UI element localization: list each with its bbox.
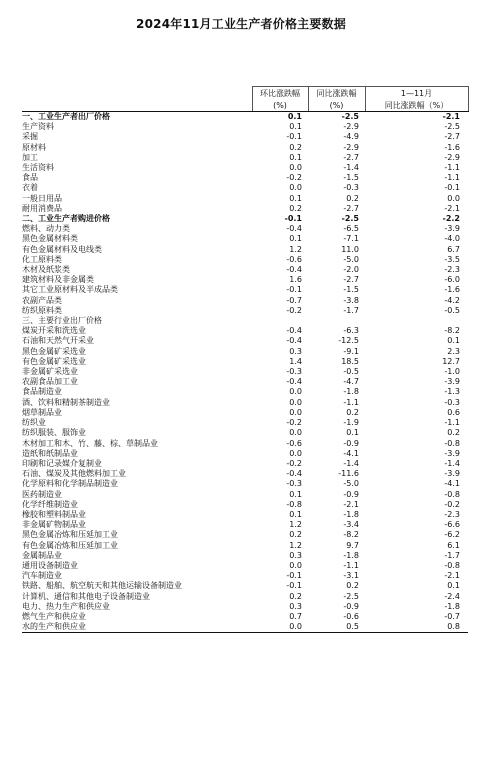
row-name: 耐用消费品: [22, 203, 62, 213]
row-ytd-value: -0.1: [444, 183, 460, 193]
row-name: 食品: [22, 173, 38, 183]
row-yoy-value: -2.7: [343, 152, 359, 162]
row-yoy-value: -2.9: [343, 142, 359, 152]
row-name: 生活资料: [22, 163, 54, 173]
row-mom-value: 0.0: [289, 428, 302, 438]
row-ytd-value: -2.1: [442, 112, 460, 121]
row-yoy-value: 0.1: [346, 428, 359, 438]
row-yoy-value: -1.8: [343, 550, 359, 560]
header-ytd: 1—11月: [365, 87, 468, 101]
table-row: [22, 224, 468, 234]
row-mom-value: 0.3: [289, 550, 302, 560]
row-yoy-value: -1.5: [343, 285, 359, 295]
row-ytd-value: -1.7: [444, 550, 460, 560]
row-name: 医药制造业: [22, 489, 62, 499]
table-row: [22, 357, 468, 367]
row-ytd-value: -0.8: [444, 438, 460, 448]
row-ytd-value: -1.3: [444, 387, 460, 397]
row-name: 金属制品业: [22, 550, 62, 560]
row-name: 电力、热力生产和供应业: [22, 601, 110, 611]
row-name: 石油和天然气开采业: [22, 336, 94, 346]
row-name: 采掘: [22, 132, 38, 142]
row-name: 烟草制品业: [22, 407, 62, 417]
row-yoy-value: -1.5: [343, 173, 359, 183]
row-name: 酒、饮料和精制茶制造业: [22, 397, 110, 407]
row-mom-value: -0.2: [286, 458, 302, 468]
row-name: 水的生产和供应业: [22, 622, 252, 633]
table-row: [22, 285, 468, 295]
row-name: 有色金属材料及电线类: [22, 244, 102, 254]
page-title: 2024年11月工业生产者价格主要数据: [136, 17, 346, 31]
row-ytd-value: -0.5: [444, 305, 460, 315]
row-mom-value: 0.1: [289, 234, 302, 244]
row-mom-value: 1.4: [289, 356, 302, 366]
row-yoy-value: 18.5: [341, 356, 359, 366]
row-yoy-value: -0.9: [343, 438, 359, 448]
row-name: 二、工业生产者购进价格: [22, 214, 110, 224]
row-name: 有色金属矿采选业: [22, 356, 86, 366]
row-yoy-value: -8.2: [343, 530, 359, 540]
row-yoy-value: -3.8: [343, 295, 359, 305]
row-yoy-value: -1.1: [343, 560, 359, 570]
row-yoy-value: -4.1: [343, 448, 359, 458]
table-row: [22, 612, 468, 622]
row-yoy-value: 0.2: [346, 581, 359, 591]
table-row: [22, 490, 468, 500]
header-blank-cell: [22, 87, 252, 101]
table-row: [22, 439, 468, 449]
row-yoy-value: -0.5: [343, 367, 359, 377]
row-yoy-value: -2.7: [343, 203, 359, 213]
row-yoy-value: -1.7: [343, 305, 359, 315]
table-row: [22, 234, 468, 244]
row-mom-value: 1.2: [289, 520, 302, 530]
row-ytd-value: 0.1: [447, 581, 460, 591]
row-name: 化工原料类: [22, 254, 62, 264]
row-ytd-value: -6.6: [444, 520, 460, 530]
table-row: [22, 316, 468, 326]
row-name: 印刷和记录媒介复制业: [22, 458, 102, 468]
row-name: 造纸和纸制品业: [22, 448, 78, 458]
row-yoy-value: -1.1: [343, 397, 359, 407]
row-mom-value: -0.2: [286, 173, 302, 183]
row-mom-value: 0.1: [289, 122, 302, 132]
table-row: [22, 204, 468, 214]
row-ytd-value: 0.8: [365, 622, 468, 633]
table-row: [22, 214, 468, 224]
row-yoy-value: 0.5: [308, 622, 365, 633]
row-yoy-value: -0.3: [343, 183, 359, 193]
row-yoy-value: -5.0: [343, 479, 359, 489]
row-ytd-value: -2.4: [444, 591, 460, 601]
row-yoy-value: -2.5: [341, 214, 359, 224]
table-row: [22, 296, 468, 306]
row-ytd-value: -2.3: [444, 509, 460, 519]
row-mom-value: -0.1: [286, 132, 302, 142]
row-mom-value: 0.3: [289, 346, 302, 356]
row-mom-value: -0.4: [286, 326, 302, 336]
row-ytd-value: 12.7: [442, 356, 460, 366]
header-mom: 环比涨跌幅: [252, 87, 308, 101]
row-mom-value: -0.2: [286, 418, 302, 428]
row-ytd-value: -3.9: [444, 377, 460, 387]
row-mom-value: 0.0: [289, 407, 302, 417]
row-name: 农副产品类: [22, 295, 62, 305]
row-mom-value: -0.4: [286, 336, 302, 346]
row-ytd-value: 0.0: [447, 193, 460, 203]
row-name: 燃料、动力类: [22, 224, 70, 234]
row-mom-value: 0.0: [289, 163, 302, 173]
table-row: [22, 347, 468, 357]
row-name: 燃气生产和供应业: [22, 611, 86, 621]
row-ytd-value: -0.3: [444, 397, 460, 407]
table-row: [22, 387, 468, 397]
table-row: [22, 143, 468, 153]
row-mom-value: 0.1: [289, 509, 302, 519]
row-yoy-value: [308, 316, 365, 326]
row-yoy-value: -5.0: [343, 254, 359, 264]
row-name: 纺织服装、服饰业: [22, 428, 86, 438]
table-row: [22, 336, 468, 346]
row-name: 石油、煤炭及其他燃料加工业: [22, 469, 126, 479]
row-ytd-value: -1.1: [444, 418, 460, 428]
table-row: [22, 255, 468, 265]
table-row: [22, 265, 468, 275]
table-row: [22, 428, 468, 438]
table-row: [22, 449, 468, 459]
row-yoy-value: -2.9: [343, 122, 359, 132]
row-name: 黑色金属矿采选业: [22, 346, 86, 356]
row-name: 汽车制造业: [22, 571, 62, 581]
row-mom-value: 0.0: [289, 448, 302, 458]
row-mom-value: -0.8: [286, 499, 302, 509]
header-ytd-sub: 同比涨跌幅（%）: [365, 100, 468, 112]
row-name: 农副食品加工业: [22, 377, 78, 387]
table-row: [22, 459, 468, 469]
row-mom-value: 0.0: [289, 387, 302, 397]
row-yoy-value: -1.9: [343, 418, 359, 428]
row-ytd-value: -2.5: [444, 122, 460, 132]
row-yoy-value: -2.5: [341, 112, 359, 121]
row-mom-value: 0.0: [289, 183, 302, 193]
table-row: [22, 622, 468, 633]
row-mom-value: -0.4: [286, 377, 302, 387]
row-mom-value: 1.2: [289, 244, 302, 254]
row-ytd-value: 6.7: [447, 244, 460, 254]
row-mom-value: 0.1: [287, 112, 302, 121]
row-mom-value: 0.3: [289, 601, 302, 611]
row-name: 化学纤维制造业: [22, 499, 78, 509]
table-row: [22, 306, 468, 316]
header-yoy-unit: (%): [308, 100, 365, 112]
row-mom-value: -0.4: [286, 265, 302, 275]
row-ytd-value: -2.2: [442, 214, 460, 224]
table-row: [22, 602, 468, 612]
row-name: 化学原料和化学制品制造业: [22, 479, 118, 489]
row-mom-value: 0.0: [289, 397, 302, 407]
table-row: [22, 163, 468, 173]
row-mom-value: -0.1: [286, 285, 302, 295]
row-yoy-value: -6.5: [343, 224, 359, 234]
row-name: 非金属矿物制品业: [22, 520, 86, 530]
row-name: 通用设备制造业: [22, 560, 78, 570]
row-yoy-value: -11.6: [338, 469, 359, 479]
row-name: 黑色金属冶炼和压延加工业: [22, 530, 118, 540]
row-ytd-value: -1.8: [444, 601, 460, 611]
row-mom-value: -0.6: [286, 254, 302, 264]
row-mom-value: [252, 316, 308, 326]
row-yoy-value: -2.0: [343, 265, 359, 275]
row-mom-value: 0.1: [289, 152, 302, 162]
row-mom-value: 0.2: [289, 591, 302, 601]
table-row: [22, 551, 468, 561]
table-row: [22, 398, 468, 408]
row-ytd-value: -3.9: [444, 469, 460, 479]
row-name: 一般日用品: [22, 193, 62, 203]
row-ytd-value: -0.2: [444, 499, 460, 509]
price-data-table: [22, 86, 469, 633]
row-ytd-value: -8.2: [444, 326, 460, 336]
row-ytd-value: 0.6: [447, 407, 460, 417]
row-mom-value: -0.6: [286, 438, 302, 448]
row-yoy-value: 9.7: [346, 540, 359, 550]
row-name: 铁路、船舶、航空航天和其他运输设备制造业: [22, 581, 182, 591]
row-name: 煤炭开采和洗选业: [22, 326, 86, 336]
row-yoy-value: -0.6: [343, 611, 359, 621]
row-name: 非金属矿采选业: [22, 367, 78, 377]
row-ytd-value: -1.1: [444, 163, 460, 173]
row-name: 纺织业: [22, 418, 46, 428]
row-ytd-value: -0.7: [444, 611, 460, 621]
table-row: [22, 418, 468, 428]
row-yoy-value: 0.2: [346, 193, 359, 203]
row-name: 食品制造业: [22, 387, 62, 397]
row-yoy-value: -1.4: [343, 458, 359, 468]
row-ytd-value: -1.6: [444, 285, 460, 295]
row-ytd-value: -0.8: [444, 489, 460, 499]
row-name: 纺织原料类: [22, 305, 62, 315]
row-yoy-value: 0.2: [346, 407, 359, 417]
row-ytd-value: 0.1: [447, 336, 460, 346]
table-row: [22, 469, 468, 479]
row-yoy-value: -7.1: [343, 234, 359, 244]
row-name: 有色金属冶炼和压延加工业: [22, 540, 118, 550]
row-ytd-value: -1.6: [444, 142, 460, 152]
table-body: [22, 112, 468, 633]
row-ytd-value: -6.0: [444, 275, 460, 285]
row-ytd-value: -1.4: [444, 458, 460, 468]
table-row: [22, 520, 468, 530]
row-yoy-value: -4.7: [343, 377, 359, 387]
row-ytd-value: 2.3: [447, 346, 460, 356]
row-ytd-value: -1.0: [444, 367, 460, 377]
table-row: [22, 173, 468, 183]
row-ytd-value: -2.1: [444, 571, 460, 581]
table-row: [22, 326, 468, 336]
table-row: [22, 592, 468, 602]
table-row: [22, 245, 468, 255]
row-mom-value: 0.1: [289, 193, 302, 203]
row-yoy-value: -0.9: [343, 601, 359, 611]
table-row: [22, 408, 468, 418]
row-yoy-value: -12.5: [338, 336, 359, 346]
row-name: 三、主要行业出厂价格: [22, 316, 102, 326]
row-name: 其它工业原材料及半成品类: [22, 285, 118, 295]
row-mom-value: 0.2: [289, 530, 302, 540]
row-name: 加工: [22, 152, 38, 162]
row-name: 生产资料: [22, 122, 54, 132]
row-mom-value: -0.7: [286, 295, 302, 305]
row-mom-value: 1.6: [289, 275, 302, 285]
row-ytd-value: -0.8: [444, 560, 460, 570]
row-yoy-value: -1.8: [343, 387, 359, 397]
table-row: [22, 122, 468, 132]
header-blank-cell: [22, 100, 252, 112]
table-header: [22, 87, 468, 112]
table-row: [22, 153, 468, 163]
row-mom-value: -0.4: [286, 224, 302, 234]
table-row: [22, 112, 468, 123]
table-row: [22, 561, 468, 571]
row-ytd-value: -4.0: [444, 234, 460, 244]
table-row: [22, 367, 468, 377]
table-row: [22, 510, 468, 520]
row-ytd-value: [365, 316, 468, 326]
row-yoy-value: -3.1: [343, 571, 359, 581]
row-yoy-value: -2.5: [343, 591, 359, 601]
row-mom-value: -0.2: [286, 305, 302, 315]
row-yoy-value: -1.4: [343, 163, 359, 173]
row-ytd-value: -1.1: [444, 173, 460, 183]
table-row: [22, 132, 468, 142]
table-row: [22, 479, 468, 489]
row-yoy-value: -3.4: [343, 520, 359, 530]
row-yoy-value: -9.1: [343, 346, 359, 356]
row-mom-value: -0.1: [284, 214, 302, 224]
table-row: [22, 275, 468, 285]
table-row: [22, 581, 468, 591]
row-mom-value: 0.2: [289, 203, 302, 213]
row-name: 木材加工和木、竹、藤、棕、草制品业: [22, 438, 158, 448]
row-mom-value: -0.3: [286, 367, 302, 377]
header-mom-unit: (%): [252, 100, 308, 112]
row-name: 计算机、通信和其他电子设备制造业: [22, 591, 150, 601]
row-mom-value: 0.0: [289, 560, 302, 570]
row-yoy-value: -4.9: [343, 132, 359, 142]
row-yoy-value: -6.3: [343, 326, 359, 336]
table-row: [22, 571, 468, 581]
row-mom-value: 0.7: [289, 611, 302, 621]
row-ytd-value: -4.2: [444, 295, 460, 305]
row-ytd-value: -2.1: [444, 203, 460, 213]
row-name: 黑色金属材料类: [22, 234, 78, 244]
row-yoy-value: -0.9: [343, 489, 359, 499]
row-name: 原材料: [22, 142, 46, 152]
row-yoy-value: 11.0: [341, 244, 359, 254]
table-row: [22, 500, 468, 510]
table-row: [22, 377, 468, 387]
row-name: 木材及纸浆类: [22, 265, 70, 275]
row-ytd-value: -2.3: [444, 265, 460, 275]
row-ytd-value: -4.1: [444, 479, 460, 489]
row-mom-value: 0.2: [289, 142, 302, 152]
row-name: 建筑材料及非金属类: [22, 275, 94, 285]
row-mom-value: -0.3: [286, 479, 302, 489]
row-mom-value: -0.1: [286, 581, 302, 591]
header-yoy: 同比涨跌幅: [308, 87, 365, 101]
row-name: 橡胶和塑料制品业: [22, 509, 86, 519]
row-yoy-value: -1.8: [343, 509, 359, 519]
row-ytd-value: 0.2: [447, 428, 460, 438]
table-row: [22, 194, 468, 204]
row-ytd-value: -3.9: [444, 224, 460, 234]
row-name: 衣着: [22, 183, 38, 193]
row-mom-value: 0.0: [252, 622, 308, 633]
table-row: [22, 530, 468, 540]
row-ytd-value: -3.9: [444, 448, 460, 458]
row-ytd-value: -2.9: [444, 152, 460, 162]
row-mom-value: -0.1: [286, 571, 302, 581]
table-row: [22, 183, 468, 193]
row-mom-value: 1.2: [289, 540, 302, 550]
row-mom-value: -0.4: [286, 469, 302, 479]
row-ytd-value: -2.7: [444, 132, 460, 142]
row-name: 一、工业生产者出厂价格: [22, 112, 110, 121]
row-ytd-value: 6.1: [447, 540, 460, 550]
row-mom-value: 0.1: [289, 489, 302, 499]
row-yoy-value: -2.1: [343, 499, 359, 509]
row-yoy-value: -2.7: [343, 275, 359, 285]
row-ytd-value: -3.5: [444, 254, 460, 264]
row-ytd-value: -6.2: [444, 530, 460, 540]
table-row: [22, 541, 468, 551]
